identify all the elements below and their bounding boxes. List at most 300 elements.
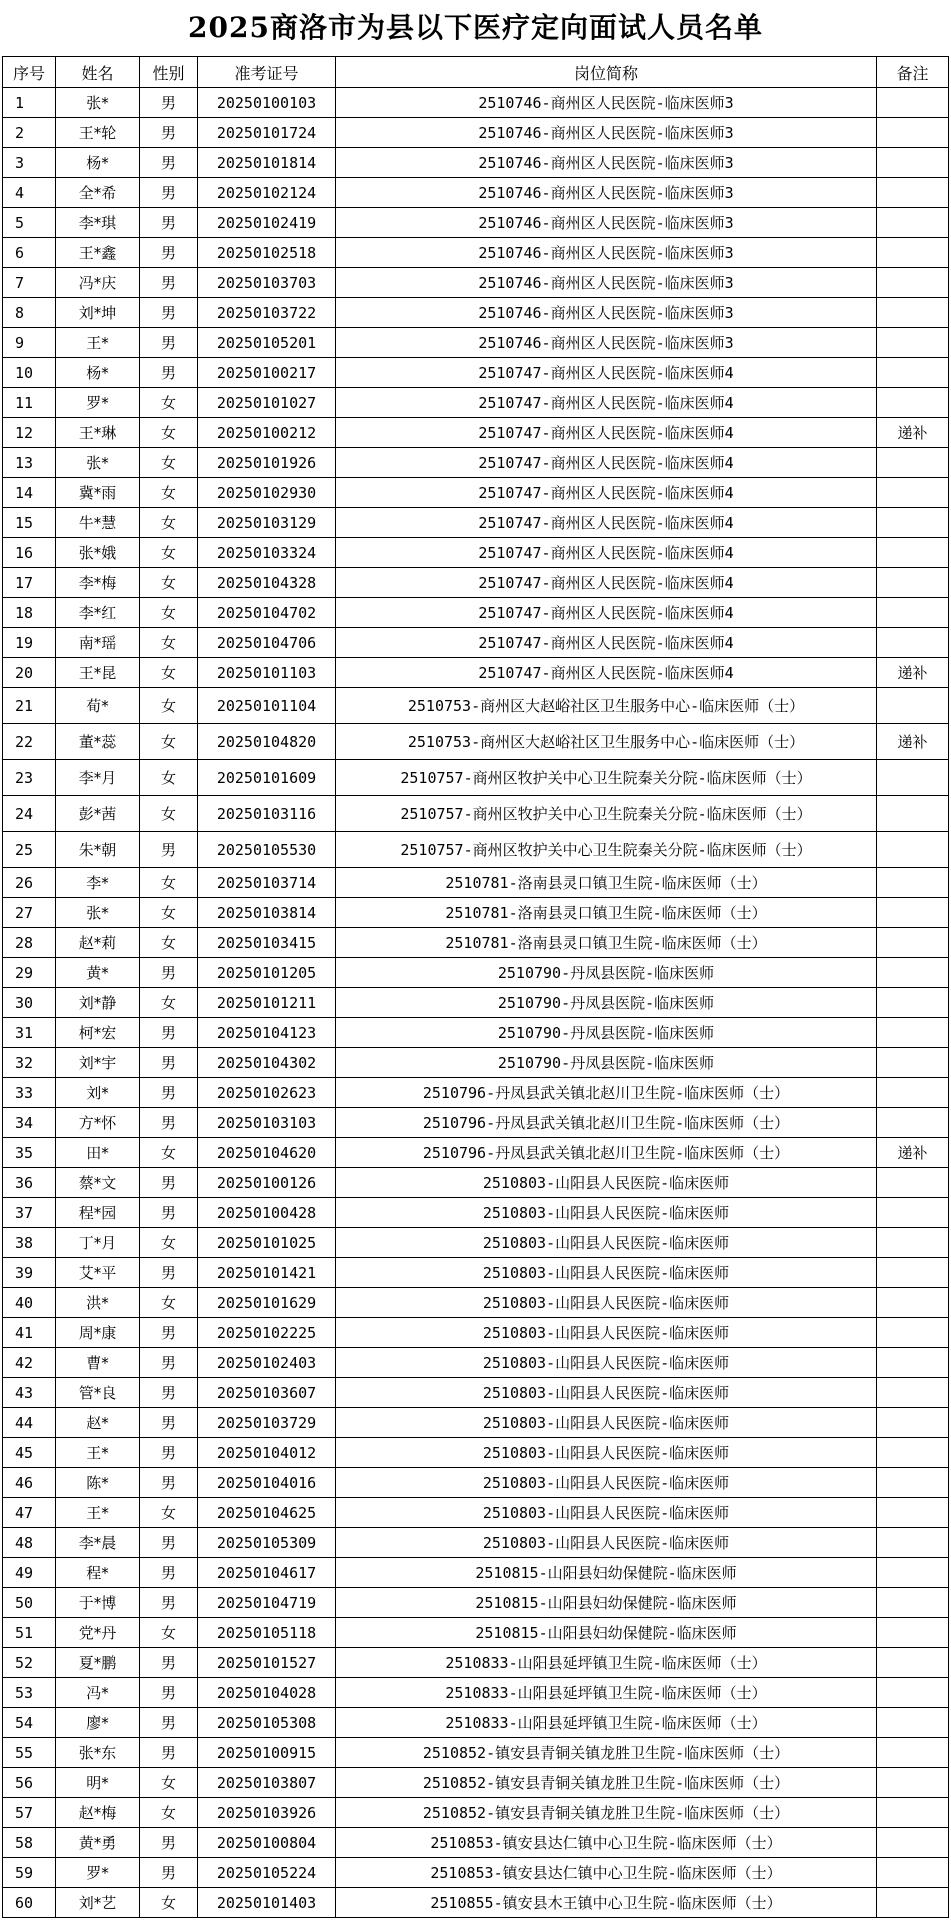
cell-remark xyxy=(877,1078,949,1108)
cell-name: 夏*鹏 xyxy=(56,1648,140,1678)
cell-name: 李*梅 xyxy=(56,568,140,598)
cell-name: 曹* xyxy=(56,1348,140,1378)
cell-gender: 男 xyxy=(140,1678,198,1708)
header-exam-number: 准考证号 xyxy=(198,57,336,88)
cell-seq: 43 xyxy=(3,1378,56,1408)
cell-position: 2510781-洛南县灵口镇卫生院-临床医师（士） xyxy=(336,868,877,898)
cell-gender: 女 xyxy=(140,418,198,448)
cell-remark xyxy=(877,1048,949,1078)
cell-gender: 女 xyxy=(140,538,198,568)
cell-seq: 14 xyxy=(3,478,56,508)
cell-name: 彭*茜 xyxy=(56,796,140,832)
cell-seq: 23 xyxy=(3,760,56,796)
cell-name: 王* xyxy=(56,328,140,358)
table-row xyxy=(3,1138,949,1168)
cell-position: 2510803-山阳县人民医院-临床医师 xyxy=(336,1348,877,1378)
table-row xyxy=(3,868,949,898)
cell-remark xyxy=(877,868,949,898)
cell-position: 2510803-山阳县人民医院-临床医师 xyxy=(336,1528,877,1558)
cell-exam-number: 20250101211 xyxy=(198,988,336,1018)
cell-exam-number: 20250100126 xyxy=(198,1168,336,1198)
cell-remark xyxy=(877,598,949,628)
cell-exam-number: 20250104012 xyxy=(198,1438,336,1468)
cell-position: 2510815-山阳县妇幼保健院-临床医师 xyxy=(336,1618,877,1648)
cell-exam-number: 20250101609 xyxy=(198,760,336,796)
table-row xyxy=(3,1708,949,1738)
cell-name: 王* xyxy=(56,1498,140,1528)
cell-remark xyxy=(877,796,949,832)
cell-position: 2510803-山阳县人民医院-临床医师 xyxy=(336,1318,877,1348)
cell-position: 2510855-镇安县木王镇中心卫生院-临床医师（士） xyxy=(336,1888,877,1918)
cell-name: 李*琪 xyxy=(56,208,140,238)
table-row xyxy=(3,832,949,868)
cell-position: 2510796-丹凤县武关镇北赵川卫生院-临床医师（士） xyxy=(336,1108,877,1138)
cell-remark xyxy=(877,298,949,328)
cell-exam-number: 20250101104 xyxy=(198,688,336,724)
cell-remark xyxy=(877,832,949,868)
cell-seq: 59 xyxy=(3,1858,56,1888)
table-row xyxy=(3,448,949,478)
cell-gender: 女 xyxy=(140,1288,198,1318)
cell-seq: 51 xyxy=(3,1618,56,1648)
cell-seq: 24 xyxy=(3,796,56,832)
cell-exam-number: 20250102623 xyxy=(198,1078,336,1108)
table-row xyxy=(3,178,949,208)
cell-name: 罗* xyxy=(56,1858,140,1888)
cell-position: 2510757-商州区牧护关中心卫生院秦关分院-临床医师（士） xyxy=(336,832,877,868)
table-row xyxy=(3,118,949,148)
cell-exam-number: 20250104706 xyxy=(198,628,336,658)
cell-position: 2510747-商州区人民医院-临床医师4 xyxy=(336,448,877,478)
cell-seq: 10 xyxy=(3,358,56,388)
cell-position: 2510747-商州区人民医院-临床医师4 xyxy=(336,358,877,388)
cell-gender: 男 xyxy=(140,832,198,868)
table-row xyxy=(3,1678,949,1708)
cell-exam-number: 20250101527 xyxy=(198,1648,336,1678)
cell-seq: 31 xyxy=(3,1018,56,1048)
cell-gender: 男 xyxy=(140,1018,198,1048)
cell-name: 李* xyxy=(56,868,140,898)
cell-remark xyxy=(877,358,949,388)
cell-name: 冀*雨 xyxy=(56,478,140,508)
cell-gender: 男 xyxy=(140,148,198,178)
cell-exam-number: 20250105309 xyxy=(198,1528,336,1558)
cell-remark xyxy=(877,1348,949,1378)
table-row xyxy=(3,478,949,508)
cell-name: 董*蕊 xyxy=(56,724,140,760)
cell-gender: 男 xyxy=(140,358,198,388)
cell-name: 党*丹 xyxy=(56,1618,140,1648)
cell-seq: 15 xyxy=(3,508,56,538)
cell-seq: 28 xyxy=(3,928,56,958)
cell-seq: 7 xyxy=(3,268,56,298)
table-header-row xyxy=(3,57,949,88)
table-row xyxy=(3,1288,949,1318)
cell-seq: 37 xyxy=(3,1198,56,1228)
cell-position: 2510852-镇安县青铜关镇龙胜卫生院-临床医师（士） xyxy=(336,1738,877,1768)
table-row xyxy=(3,688,949,724)
cell-name: 田* xyxy=(56,1138,140,1168)
cell-gender: 男 xyxy=(140,958,198,988)
cell-gender: 女 xyxy=(140,628,198,658)
cell-gender: 女 xyxy=(140,724,198,760)
cell-name: 于*博 xyxy=(56,1588,140,1618)
cell-gender: 男 xyxy=(140,328,198,358)
cell-name: 刘*艺 xyxy=(56,1888,140,1918)
header-gender: 性别 xyxy=(140,57,198,88)
cell-remark xyxy=(877,88,949,118)
cell-position: 2510746-商州区人民医院-临床医师3 xyxy=(336,88,877,118)
cell-exam-number: 20250103714 xyxy=(198,868,336,898)
cell-position: 2510803-山阳县人民医院-临床医师 xyxy=(336,1498,877,1528)
cell-remark xyxy=(877,1438,949,1468)
cell-name: 王*鑫 xyxy=(56,238,140,268)
cell-remark xyxy=(877,1888,949,1918)
cell-seq: 46 xyxy=(3,1468,56,1498)
cell-gender: 女 xyxy=(140,1768,198,1798)
cell-remark xyxy=(877,1468,949,1498)
cell-position: 2510753-商州区大赵峪社区卫生服务中心-临床医师（士） xyxy=(336,688,877,724)
cell-seq: 50 xyxy=(3,1588,56,1618)
cell-remark xyxy=(877,178,949,208)
cell-name: 罗* xyxy=(56,388,140,418)
cell-seq: 3 xyxy=(3,148,56,178)
cell-exam-number: 20250100103 xyxy=(198,88,336,118)
cell-name: 赵*莉 xyxy=(56,928,140,958)
cell-remark xyxy=(877,1648,949,1678)
cell-name: 冯*庆 xyxy=(56,268,140,298)
cell-gender: 女 xyxy=(140,508,198,538)
cell-seq: 25 xyxy=(3,832,56,868)
cell-exam-number: 20250104617 xyxy=(198,1558,336,1588)
table-row xyxy=(3,328,949,358)
cell-name: 王* xyxy=(56,1438,140,1468)
cell-seq: 54 xyxy=(3,1708,56,1738)
cell-name: 黄*勇 xyxy=(56,1828,140,1858)
cell-exam-number: 20250103324 xyxy=(198,538,336,568)
cell-exam-number: 20250100217 xyxy=(198,358,336,388)
header-seq: 序号 xyxy=(3,57,56,88)
cell-name: 张* xyxy=(56,898,140,928)
table-row xyxy=(3,508,949,538)
cell-gender: 女 xyxy=(140,1888,198,1918)
cell-position: 2510803-山阳县人民医院-临床医师 xyxy=(336,1288,877,1318)
cell-seq: 30 xyxy=(3,988,56,1018)
table-row xyxy=(3,1618,949,1648)
cell-position: 2510747-商州区人民医院-临床医师4 xyxy=(336,628,877,658)
cell-gender: 男 xyxy=(140,1258,198,1288)
cell-gender: 女 xyxy=(140,988,198,1018)
cell-gender: 女 xyxy=(140,568,198,598)
cell-exam-number: 20250104028 xyxy=(198,1678,336,1708)
cell-remark xyxy=(877,1108,949,1138)
cell-position: 2510833-山阳县延坪镇卫生院-临床医师（士） xyxy=(336,1678,877,1708)
cell-exam-number: 20250101926 xyxy=(198,448,336,478)
cell-remark xyxy=(877,118,949,148)
table-row xyxy=(3,208,949,238)
cell-position: 2510746-商州区人民医院-临床医师3 xyxy=(336,298,877,328)
cell-remark xyxy=(877,1618,949,1648)
cell-exam-number: 20250102518 xyxy=(198,238,336,268)
cell-seq: 19 xyxy=(3,628,56,658)
table-row xyxy=(3,1438,949,1468)
cell-remark xyxy=(877,388,949,418)
cell-gender: 男 xyxy=(140,1588,198,1618)
cell-exam-number: 20250100915 xyxy=(198,1738,336,1768)
cell-name: 王*琳 xyxy=(56,418,140,448)
cell-seq: 26 xyxy=(3,868,56,898)
header-remark: 备注 xyxy=(877,57,949,88)
table-row xyxy=(3,1798,949,1828)
cell-gender: 男 xyxy=(140,1348,198,1378)
cell-position: 2510781-洛南县灵口镇卫生院-临床医师（士） xyxy=(336,898,877,928)
cell-seq: 44 xyxy=(3,1408,56,1438)
cell-remark xyxy=(877,1588,949,1618)
cell-remark xyxy=(877,1198,949,1228)
cell-exam-number: 20250102419 xyxy=(198,208,336,238)
cell-exam-number: 20250103807 xyxy=(198,1768,336,1798)
cell-remark xyxy=(877,1408,949,1438)
cell-exam-number: 20250101421 xyxy=(198,1258,336,1288)
cell-remark xyxy=(877,1168,949,1198)
cell-position: 2510790-丹凤县医院-临床医师 xyxy=(336,988,877,1018)
cell-name: 明* xyxy=(56,1768,140,1798)
table-row xyxy=(3,1828,949,1858)
cell-exam-number: 20250101403 xyxy=(198,1888,336,1918)
cell-gender: 男 xyxy=(140,1648,198,1678)
cell-name: 赵*梅 xyxy=(56,1798,140,1828)
cell-gender: 男 xyxy=(140,1318,198,1348)
cell-gender: 男 xyxy=(140,268,198,298)
cell-seq: 12 xyxy=(3,418,56,448)
cell-seq: 4 xyxy=(3,178,56,208)
cell-position: 2510746-商州区人民医院-临床医师3 xyxy=(336,208,877,238)
cell-remark xyxy=(877,1498,949,1528)
cell-position: 2510852-镇安县青铜关镇龙胜卫生院-临床医师（士） xyxy=(336,1798,877,1828)
cell-name: 冯* xyxy=(56,1678,140,1708)
table-row xyxy=(3,1198,949,1228)
cell-exam-number: 20250101027 xyxy=(198,388,336,418)
cell-name: 廖* xyxy=(56,1708,140,1738)
cell-name: 蔡*文 xyxy=(56,1168,140,1198)
cell-position: 2510803-山阳县人民医院-临床医师 xyxy=(336,1228,877,1258)
cell-remark xyxy=(877,928,949,958)
cell-gender: 女 xyxy=(140,478,198,508)
table-row xyxy=(3,1858,949,1888)
cell-gender: 女 xyxy=(140,760,198,796)
table-row xyxy=(3,1588,949,1618)
cell-remark xyxy=(877,148,949,178)
cell-exam-number: 20250101025 xyxy=(198,1228,336,1258)
cell-name: 艾*平 xyxy=(56,1258,140,1288)
cell-gender: 男 xyxy=(140,1558,198,1588)
cell-remark xyxy=(877,1258,949,1288)
header-position: 岗位简称 xyxy=(336,57,877,88)
cell-gender: 男 xyxy=(140,1738,198,1768)
cell-remark xyxy=(877,1228,949,1258)
cell-seq: 29 xyxy=(3,958,56,988)
cell-exam-number: 20250104328 xyxy=(198,568,336,598)
cell-seq: 33 xyxy=(3,1078,56,1108)
cell-seq: 52 xyxy=(3,1648,56,1678)
cell-remark xyxy=(877,208,949,238)
cell-remark xyxy=(877,1678,949,1708)
cell-name: 刘* xyxy=(56,1078,140,1108)
table-row xyxy=(3,268,949,298)
cell-seq: 5 xyxy=(3,208,56,238)
table-row xyxy=(3,358,949,388)
table-row xyxy=(3,1408,949,1438)
table-row xyxy=(3,238,949,268)
cell-exam-number: 20250101205 xyxy=(198,958,336,988)
cell-remark xyxy=(877,238,949,268)
cell-exam-number: 20250104302 xyxy=(198,1048,336,1078)
cell-gender: 男 xyxy=(140,1048,198,1078)
cell-name: 李*晨 xyxy=(56,1528,140,1558)
table-row xyxy=(3,418,949,448)
cell-exam-number: 20250104620 xyxy=(198,1138,336,1168)
table-row xyxy=(3,928,949,958)
cell-remark xyxy=(877,568,949,598)
cell-remark xyxy=(877,478,949,508)
cell-gender: 男 xyxy=(140,1408,198,1438)
cell-name: 杨* xyxy=(56,148,140,178)
cell-exam-number: 20250100428 xyxy=(198,1198,336,1228)
cell-remark: 递补 xyxy=(877,724,949,760)
cell-exam-number: 20250101629 xyxy=(198,1288,336,1318)
cell-position: 2510747-商州区人民医院-临床医师4 xyxy=(336,598,877,628)
table-row xyxy=(3,1258,949,1288)
cell-gender: 女 xyxy=(140,898,198,928)
cell-remark xyxy=(877,538,949,568)
cell-position: 2510746-商州区人民医院-临床医师3 xyxy=(336,328,877,358)
cell-name: 赵* xyxy=(56,1408,140,1438)
cell-remark xyxy=(877,628,949,658)
cell-seq: 17 xyxy=(3,568,56,598)
cell-remark xyxy=(877,328,949,358)
cell-name: 刘*宇 xyxy=(56,1048,140,1078)
cell-position: 2510803-山阳县人民医院-临床医师 xyxy=(336,1468,877,1498)
cell-seq: 58 xyxy=(3,1828,56,1858)
cell-remark xyxy=(877,1558,949,1588)
table-row xyxy=(3,1468,949,1498)
cell-gender: 男 xyxy=(140,178,198,208)
cell-position: 2510852-镇安县青铜关镇龙胜卫生院-临床医师（士） xyxy=(336,1768,877,1798)
cell-gender: 女 xyxy=(140,598,198,628)
cell-gender: 女 xyxy=(140,1138,198,1168)
cell-exam-number: 20250103103 xyxy=(198,1108,336,1138)
cell-remark xyxy=(877,898,949,928)
cell-gender: 男 xyxy=(140,1708,198,1738)
table-row xyxy=(3,388,949,418)
cell-name: 南*瑶 xyxy=(56,628,140,658)
cell-name: 张*东 xyxy=(56,1738,140,1768)
cell-exam-number: 20250104820 xyxy=(198,724,336,760)
cell-remark xyxy=(877,508,949,538)
cell-seq: 20 xyxy=(3,658,56,688)
table-row xyxy=(3,988,949,1018)
table-row xyxy=(3,1048,949,1078)
cell-position: 2510803-山阳县人民医院-临床医师 xyxy=(336,1408,877,1438)
cell-gender: 男 xyxy=(140,118,198,148)
cell-position: 2510747-商州区人民医院-临床医师4 xyxy=(336,478,877,508)
table-row xyxy=(3,1348,949,1378)
cell-position: 2510753-商州区大赵峪社区卫生服务中心-临床医师（士） xyxy=(336,724,877,760)
table-row xyxy=(3,1738,949,1768)
cell-remark: 递补 xyxy=(877,418,949,448)
cell-name: 李*月 xyxy=(56,760,140,796)
cell-name: 陈* xyxy=(56,1468,140,1498)
cell-exam-number: 20250103926 xyxy=(198,1798,336,1828)
cell-gender: 男 xyxy=(140,1528,198,1558)
cell-position: 2510853-镇安县达仁镇中心卫生院-临床医师（士） xyxy=(336,1828,877,1858)
table-row xyxy=(3,1768,949,1798)
table-row xyxy=(3,898,949,928)
table-row xyxy=(3,796,949,832)
cell-position: 2510833-山阳县延坪镇卫生院-临床医师（士） xyxy=(336,1708,877,1738)
cell-exam-number: 20250100212 xyxy=(198,418,336,448)
cell-seq: 13 xyxy=(3,448,56,478)
cell-exam-number: 20250100804 xyxy=(198,1828,336,1858)
cell-seq: 48 xyxy=(3,1528,56,1558)
cell-remark xyxy=(877,1738,949,1768)
cell-name: 黄* xyxy=(56,958,140,988)
cell-name: 丁*月 xyxy=(56,1228,140,1258)
cell-remark: 递补 xyxy=(877,658,949,688)
cell-remark xyxy=(877,958,949,988)
cell-name: 周*康 xyxy=(56,1318,140,1348)
cell-position: 2510790-丹凤县医院-临床医师 xyxy=(336,958,877,988)
cell-seq: 39 xyxy=(3,1258,56,1288)
cell-name: 程*园 xyxy=(56,1198,140,1228)
cell-seq: 32 xyxy=(3,1048,56,1078)
cell-name: 张* xyxy=(56,448,140,478)
cell-exam-number: 20250105201 xyxy=(198,328,336,358)
cell-gender: 女 xyxy=(140,388,198,418)
cell-name: 刘*静 xyxy=(56,988,140,1018)
cell-position: 2510757-商州区牧护关中心卫生院秦关分院-临床医师（士） xyxy=(336,760,877,796)
cell-seq: 16 xyxy=(3,538,56,568)
table-row xyxy=(3,1318,949,1348)
cell-remark xyxy=(877,1318,949,1348)
cell-position: 2510803-山阳县人民医院-临床医师 xyxy=(336,1438,877,1468)
cell-name: 李*红 xyxy=(56,598,140,628)
cell-name: 程* xyxy=(56,1558,140,1588)
cell-remark xyxy=(877,1528,949,1558)
table-row xyxy=(3,538,949,568)
cell-gender: 男 xyxy=(140,208,198,238)
cell-seq: 45 xyxy=(3,1438,56,1468)
cell-seq: 41 xyxy=(3,1318,56,1348)
cell-seq: 60 xyxy=(3,1888,56,1918)
cell-position: 2510747-商州区人民医院-临床医师4 xyxy=(336,418,877,448)
cell-position: 2510746-商州区人民医院-临床医师3 xyxy=(336,118,877,148)
cell-exam-number: 20250101814 xyxy=(198,148,336,178)
cell-position: 2510803-山阳县人民医院-临床医师 xyxy=(336,1168,877,1198)
cell-gender: 男 xyxy=(140,1438,198,1468)
cell-exam-number: 20250102124 xyxy=(198,178,336,208)
table-row xyxy=(3,1108,949,1138)
cell-seq: 36 xyxy=(3,1168,56,1198)
cell-exam-number: 20250104625 xyxy=(198,1498,336,1528)
cell-exam-number: 20250105530 xyxy=(198,832,336,868)
cell-exam-number: 20250103415 xyxy=(198,928,336,958)
cell-exam-number: 20250103129 xyxy=(198,508,336,538)
cell-position: 2510796-丹凤县武关镇北赵川卫生院-临床医师（士） xyxy=(336,1138,877,1168)
cell-position: 2510803-山阳县人民医院-临床医师 xyxy=(336,1258,877,1288)
cell-name: 朱*朝 xyxy=(56,832,140,868)
cell-position: 2510746-商州区人民医院-临床医师3 xyxy=(336,148,877,178)
